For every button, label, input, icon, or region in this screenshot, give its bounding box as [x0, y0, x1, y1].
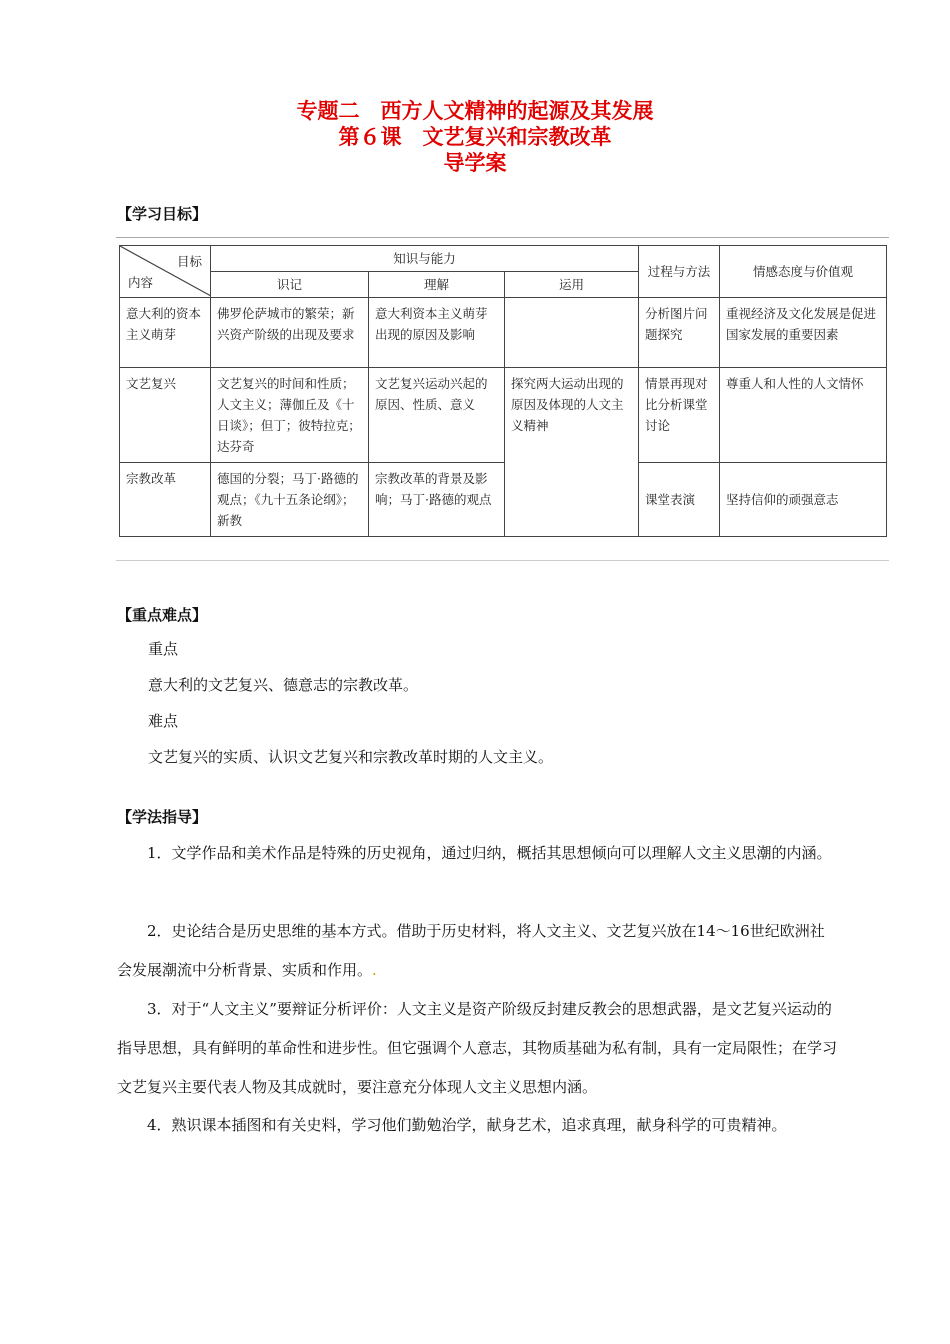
- row-content-italy: 意大利的资本主义萌芽: [120, 298, 211, 368]
- row-emotion-italy: 重视经济及文化发展是促进国家发展的重要因素: [720, 298, 887, 368]
- corner-label-content: 内容: [128, 275, 154, 290]
- row-apply-italy: [505, 298, 639, 368]
- row-remember-reformation: 德国的分裂；马丁·路德的观点；《九十五条论纲》；新教: [211, 463, 369, 537]
- row-understand-reformation: 宗教改革的背景及影响；马丁·路德的观点: [369, 463, 505, 537]
- learning-goals-table-frame: [116, 237, 889, 561]
- section-key-points: 【重点难点】: [117, 606, 208, 624]
- row-remember-renaissance: 文艺复兴的时间和性质；人文主义；薄伽丘及《十日谈》；但丁；彼特拉克；达芬奇: [211, 368, 369, 463]
- row-apply-shared: 探究两大运动出现的原因及体现的人文主义精神: [505, 368, 639, 537]
- method-paragraph-3: 3．对于“人文主义”要辩证分析评价：人文主义是资产阶级反封建反教会的思想武器，是文艺复兴运动的指导思想，具有鲜明的革命性和进步性。但它强调个人意志，其物质基础为私有制，具有一定局限性；在学习文艺复兴主要代表人物及其成就时，要注意充分体现人文主义思想内涵。: [117, 1000, 838, 1096]
- row-process-renaissance: 情景再现对比分析课堂讨论: [639, 368, 720, 463]
- row-process-reformation: 课堂表演: [639, 463, 720, 537]
- title-line-1: 专题二 西方人文精神的起源及其发展: [296, 99, 654, 123]
- method-paragraph-2-dot: .: [372, 961, 377, 979]
- section-learning-goals: 【学习目标】: [117, 205, 208, 223]
- row-remember-italy: 佛罗伦萨城市的繁荣；新兴资产阶级的出现及要求: [211, 298, 369, 368]
- table-corner-cell: [120, 246, 211, 298]
- row-understand-italy: 意大利资本主义萌芽出现的原因及影响: [369, 298, 505, 368]
- title-line-3: 导学案: [443, 151, 507, 175]
- row-process-italy: 分析图片问题探究: [639, 298, 720, 368]
- method-paragraph-2-text: 2．史论结合是历史思维的基本方式。借助于历史材料，将人文主义、文艺复兴放在14～16世纪欧洲社会发展潮流中分析背景、实质和作用。: [117, 922, 825, 979]
- header-knowledge-ability: 知识与能力: [211, 246, 639, 272]
- row-content-renaissance: 文艺复兴: [120, 368, 211, 463]
- learning-goals-table: [119, 245, 887, 537]
- subheader-remember: 识记: [211, 272, 369, 298]
- focus-label: 重点: [148, 640, 179, 658]
- row-emotion-reformation: 坚持信仰的顽强意志: [720, 463, 887, 537]
- method-paragraph-2: [117, 912, 837, 990]
- method-paragraph-4: 4．熟识课本插图和有关史料，学习他们勤勉治学，献身艺术，追求真理，献身科学的可贵精神。: [147, 1116, 787, 1134]
- corner-label-goal: 目标: [176, 254, 202, 269]
- row-understand-renaissance: 文艺复兴运动兴起的原因、性质、意义: [369, 368, 505, 463]
- subheader-apply: 运用: [505, 272, 639, 298]
- header-process-method: 过程与方法: [639, 246, 720, 298]
- row-content-reformation: 宗教改革: [120, 463, 211, 537]
- subheader-understand: 理解: [369, 272, 505, 298]
- difficulty-text: 文艺复兴的实质、认识文艺复兴和宗教改革时期的人文主义。: [148, 748, 554, 766]
- document-title: [0, 98, 950, 176]
- row-emotion-renaissance: 尊重人和人性的人文情怀: [720, 368, 887, 463]
- method-paragraph-1: 1．文学作品和美术作品是特殊的历史视角，通过归纳，概括其思想倾向可以理解人文主义思潮的内涵。: [147, 844, 832, 862]
- title-line-2: 第６课 文艺复兴和宗教改革: [338, 125, 612, 149]
- difficulty-label: 难点: [148, 712, 179, 730]
- header-emotion-values: 情感态度与价值观: [720, 246, 887, 298]
- focus-text: 意大利的文艺复兴、德意志的宗教改革。: [148, 676, 419, 694]
- section-study-method: 【学法指导】: [117, 808, 208, 826]
